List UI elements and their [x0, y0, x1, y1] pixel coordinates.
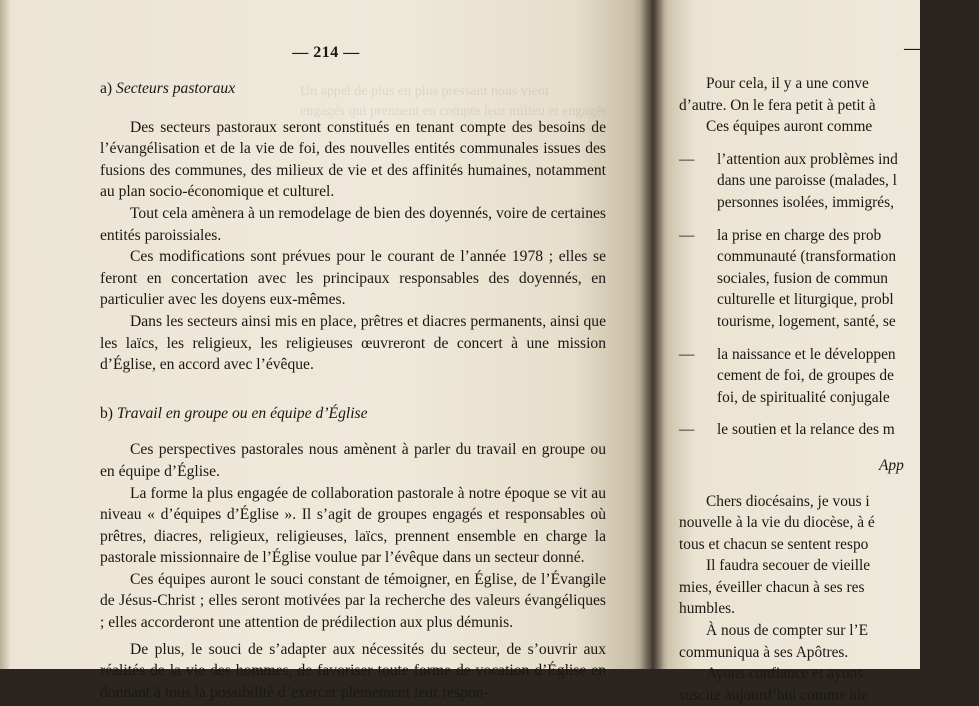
text-line: humbles. — [679, 600, 736, 618]
right-page — [652, 0, 920, 704]
text-line: Pour cela, il y a une conve — [706, 75, 869, 92]
paragraph: La forme la plus engagée de collaboration pastorale à notre époque se vit au niveau « d’équipes d’Église ». Il s’agit de groupes engagés et responsables où prêtres, diacres, religieux, religieuses, laïcs, prennent ensemble en charge la pastorale missionnaire de l’Église voulue par l’évêque dans un secteur donné. — [100, 484, 606, 567]
page-number-right: — — [904, 40, 920, 57]
text-line: À nous de compter sur l’E — [706, 622, 868, 640]
text-line: mies, éveiller chacun à ses res — [679, 578, 865, 596]
paragraph: De plus, le souci de s’adapter aux nécessités du secteur, de s’ouvrir aux réalités de la vie des hommes, de favoriser toute forme de vocation d’Église en donnant à tous la possibilité d’exercer pleinement leur respon- — [100, 640, 606, 701]
text-line: Ayons confiance et ayons — [706, 665, 864, 683]
section-a-heading: a) Secteurs pastoraux — [100, 80, 236, 97]
text-line: nouvelle à la vie du diocèse, à é — [679, 514, 875, 532]
page-edge — [0, 0, 10, 669]
book-gutter — [640, 0, 664, 669]
left-text-column — [100, 78, 606, 703]
text-line: suscite aujourd’hui comme hie — [679, 686, 869, 704]
dash-item: — la prise en charge des prob communauté (transformation sociales, fusion de commun culturelle et liturgique, probl tourisme, logement, santé, se — [679, 226, 897, 330]
section-heading: App — [879, 456, 904, 474]
paragraph: Ces perspectives pastorales nous amènent à parler du travail en groupe ou en équipe d’Église. — [100, 441, 606, 480]
paragraph: Tout cela amènera à un remodelage de bien des doyennés, voire de certaines entités paroissiales. — [100, 204, 606, 244]
text-line: communiqua à ses Apôtres. — [679, 643, 849, 661]
paragraph: Ces modifications sont prévues pour le courant de l’année 1978 ; elles se feront en concertation avec les principaux responsables des doyennés, en particulier avec les doyens eux-mêmes. — [100, 248, 606, 309]
text-line: Chers diocésains, je vous i — [706, 492, 870, 510]
right-text-column — [679, 73, 979, 706]
text-line: Il faudra secouer de vieille — [706, 557, 871, 575]
dash-item: — l’attention aux problèmes ind dans une paroisse (malades, l personnes isolées, immigrés, — [679, 150, 898, 211]
paragraph: Ces équipes auront le souci constant de témoigner, en Église, de l’Évangile de Jésus-Christ ; elles seront motivées par la recherche des valeurs évangéliques ; elles accorderont une attention de prédilection aux plus démunis. — [100, 570, 606, 632]
dash-item: — le soutien et la relance des m — [679, 421, 895, 439]
paragraph: Des secteurs pastoraux seront constitués en tenant compte des besoins de l’évangélisation et de la vie de foi, des nouvelles entités communales issues des fusions des communes, des milieux de vie et des affinités humaines, notamment au plan socio-économique et culturel. — [100, 118, 606, 201]
page-number: — 214 — — [292, 44, 360, 61]
section-b-heading: b) Travail en groupe ou en équipe d’Église — [100, 404, 368, 422]
text-line: d’autre. On le fera petit à petit à — [679, 96, 876, 114]
show-through-text: engagés qui prennent en compte leur milieu et engagés — [300, 104, 608, 119]
text-line: tous et chacun se sentent respo — [679, 535, 869, 553]
show-through-text: Un appel de plus en plus pressant nous vient — [300, 84, 549, 99]
paragraph: Dans les secteurs ainsi mis en place, prêtres et diacres permanents, ainsi que les laïcs, les religieux, les religieuses œuvreront de concert à une mission d’Église, en accord avec l’évêque. — [100, 312, 606, 374]
dash-item: — la naissance et le développen cement de foi, de groupes de foi, de spiritualité conjugale — [679, 345, 896, 406]
text-line: Ces équipes auront comme — [706, 118, 873, 136]
